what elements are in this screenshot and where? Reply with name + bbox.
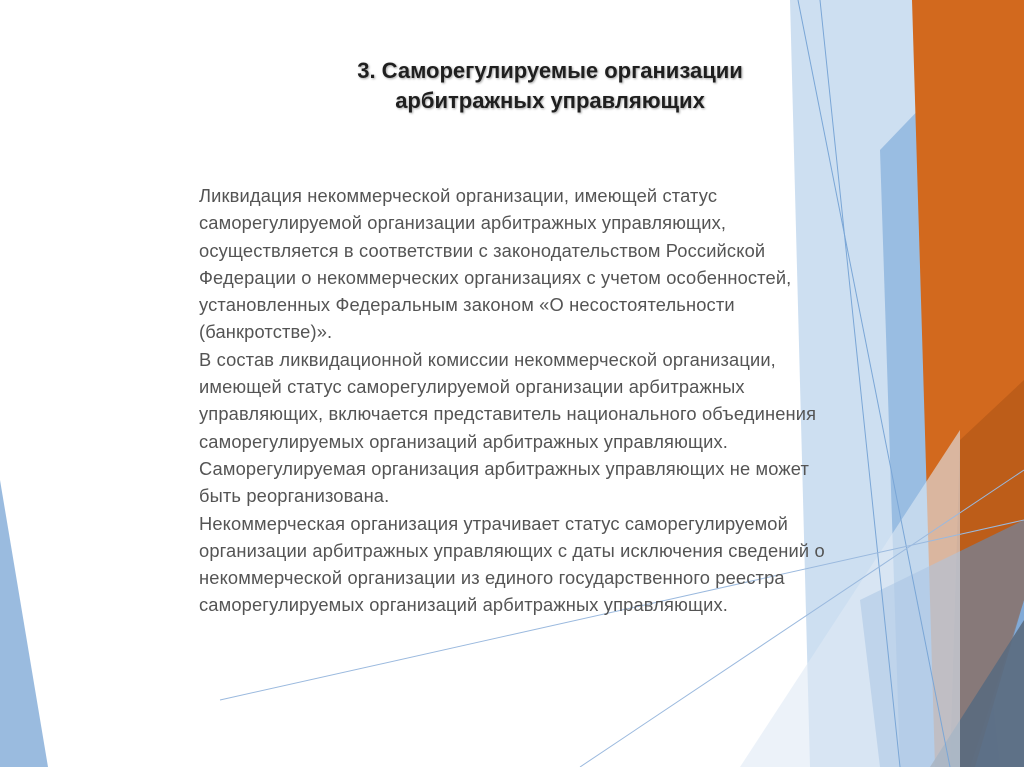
title-line-2: арбитражных управляющих: [395, 88, 705, 113]
body-line: имеющей статус саморегулируемой организации арбитражных: [199, 376, 745, 398]
body-line: быть реорганизована.: [199, 485, 390, 507]
body-line: саморегулируемых организаций арбитражных управляющих.: [199, 594, 729, 616]
body-line: Некоммерческая организация утрачивает статус саморегулируемой: [199, 512, 788, 534]
body-line: организации арбитражных управляющих с даты исключения сведений о: [199, 539, 825, 561]
body-line: саморегулируемой организации арбитражных управляющих,: [199, 212, 727, 234]
body-line: В состав ликвидационной комиссии некоммерческой организации,: [199, 348, 776, 370]
left-blue-wedge: [0, 480, 48, 767]
body-line: Федерации о некоммерческих организациях с учетом особенностей,: [199, 266, 792, 288]
slide-title: [300, 56, 800, 116]
body-line: Саморегулируемая организация арбитражных управляющих не может: [199, 457, 810, 479]
body-line: саморегулируемых организаций арбитражных управляющих.: [199, 430, 729, 452]
body-line: установленных Федеральным законом «О несостоятельности: [199, 294, 735, 316]
body-line: (банкротстве)».: [199, 321, 333, 343]
body-line: Ликвидация некоммерческой организации, имеющей статус: [199, 185, 718, 206]
body-line: управляющих, включается представитель национального объединения: [199, 403, 817, 425]
title-line-1: 3. Саморегулируемые организации: [357, 58, 743, 83]
body-line: осуществляется в соответствии с законодательством Российской: [199, 239, 766, 261]
body-text: [199, 182, 989, 619]
body-line: некоммерческой организации из единого государственного реестра: [199, 567, 785, 589]
